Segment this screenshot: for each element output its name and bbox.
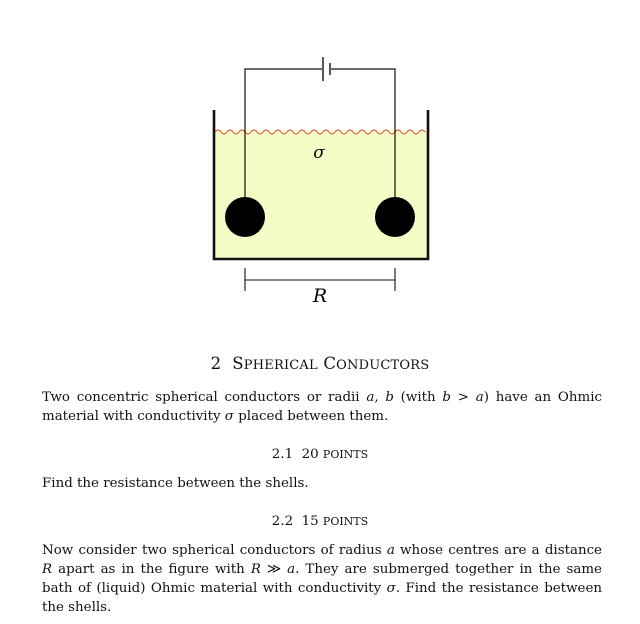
section-title	[0, 354, 640, 373]
sphere-left	[225, 197, 265, 237]
section-number: 2	[210, 354, 222, 373]
title-initial-1: S	[232, 354, 244, 373]
sphere-right	[375, 197, 415, 237]
title-rest-1: PHERICAL	[243, 358, 318, 373]
title-initial-2: C	[323, 354, 337, 373]
title-rest-2: ONDUCTORS	[336, 358, 430, 373]
subsection-2-1-text: Find the resistance between the shells.	[42, 476, 309, 491]
sigma-label: σ	[313, 143, 325, 163]
subsection-2-2-heading: 2.2 15 POINTS	[271, 514, 369, 529]
subsection-2-2-text: Now consider two spherical conductors of radius a whose centres are a distance R apart as in the figure with R ≫ a. They are submerged together in the same bath of (liquid) Ohmic material with conductivity σ. Find the resistance between the shells.	[42, 543, 603, 615]
subsection-2-1-heading: 2.1 20 POINTS	[271, 447, 369, 462]
intro-paragraph: Two concentric spherical conductors or radii a, b (with b > a) have an Ohmic material with conductivity σ placed between them.	[42, 390, 602, 424]
distance-label: R	[312, 285, 328, 307]
